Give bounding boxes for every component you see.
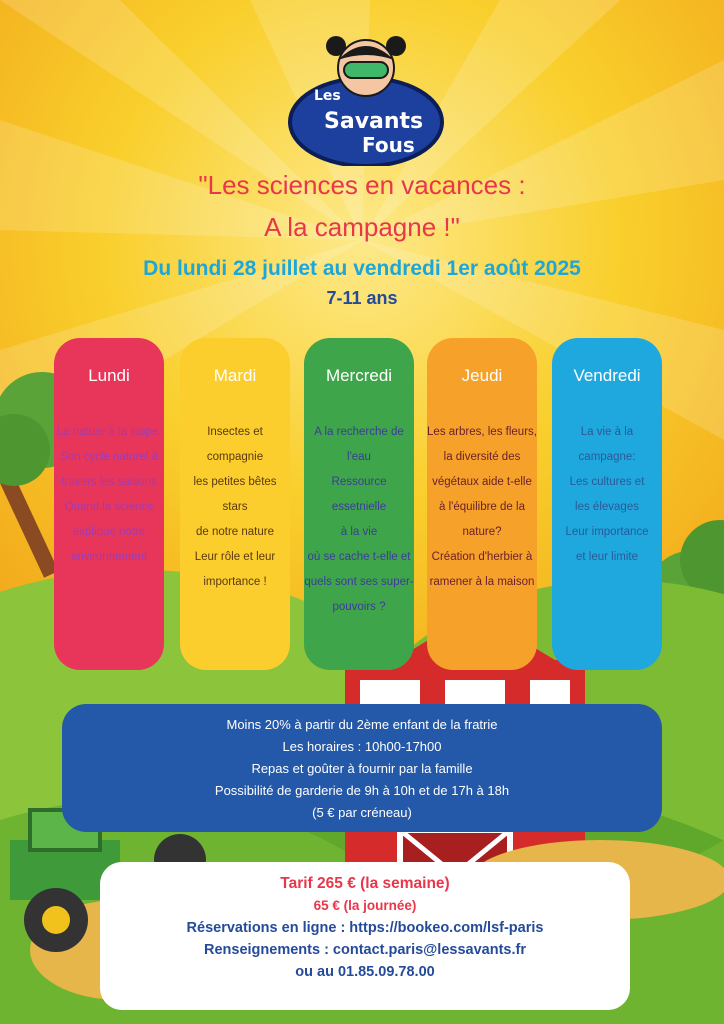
day-card-monday bbox=[54, 338, 164, 670]
day-line: Leur importance bbox=[565, 526, 649, 538]
sibling-discount: Moins 20% à partir du 2ème enfant de la fratrie bbox=[226, 717, 498, 732]
day-line: à l'équilibre de la bbox=[439, 501, 525, 513]
practical-info-box bbox=[62, 704, 662, 832]
day-line: de notre nature bbox=[195, 526, 274, 538]
day-line: végétaux aide t-elle bbox=[432, 476, 532, 488]
week-price: Tarif 265 € (la semaine) bbox=[280, 875, 450, 892]
day-line: Ressource essetnielle bbox=[331, 476, 387, 513]
contact-phone[interactable]: ou au 01.85.09.78.00 bbox=[295, 964, 435, 980]
title-line-1: "Les sciences en vacances : bbox=[198, 170, 526, 200]
day-line: pouvoirs ? bbox=[332, 601, 386, 613]
day-name: Mercredi bbox=[325, 366, 393, 385]
day-description bbox=[552, 420, 662, 570]
day-line: les petites bêtes stars bbox=[193, 476, 277, 513]
day-line: campagne: bbox=[578, 451, 636, 463]
day-line: Les arbres, les fleurs, bbox=[427, 426, 537, 438]
day-line: Les cultures et bbox=[569, 476, 645, 488]
logo-text-savants: Savants bbox=[324, 109, 424, 134]
pricing-box bbox=[100, 862, 630, 1010]
day-name: Vendredi bbox=[573, 366, 641, 385]
day-line: La nature à la loupe: bbox=[56, 426, 162, 438]
day-line: et leur limite bbox=[576, 551, 638, 563]
day-line: explique notre bbox=[72, 526, 146, 538]
logo-text-fous: Fous bbox=[362, 133, 415, 157]
day-line: A la recherche de bbox=[314, 426, 404, 438]
opening-hours: Les horaires : 10h00-17h00 bbox=[282, 739, 442, 754]
day-line: travers les saisons bbox=[61, 476, 157, 488]
day-name: Mardi bbox=[213, 366, 257, 385]
day-line: Création d'herbier à bbox=[431, 551, 533, 563]
day-line: compagnie bbox=[206, 451, 264, 463]
day-line: environnement bbox=[70, 551, 148, 563]
day-line: Son cycle naturel à bbox=[60, 451, 158, 463]
day-line: ramener à la maison bbox=[429, 576, 535, 588]
day-name: Lundi bbox=[88, 366, 130, 385]
day-line: La vie à la bbox=[580, 426, 634, 438]
day-line: Quand la science bbox=[64, 501, 154, 513]
logo-text-les: Les bbox=[314, 88, 341, 104]
title-line-2: A la campagne !" bbox=[264, 212, 460, 242]
childcare-note: Possibilité de garderie de 9h à 10h et de 17h à 18h bbox=[214, 783, 510, 798]
childcare-price: (5 € par créneau) bbox=[312, 805, 412, 820]
day-card-wednesday bbox=[304, 338, 414, 670]
day-line: l'eau bbox=[347, 451, 371, 463]
age-range: 7-11 ans bbox=[326, 288, 398, 308]
day-card-tuesday bbox=[180, 338, 290, 670]
day-price: 65 € (la journée) bbox=[313, 898, 417, 913]
booking-link[interactable]: Réservations en ligne : https://bookeo.com/lsf-paris bbox=[186, 920, 544, 936]
les-savants-fous-logo bbox=[282, 36, 447, 166]
day-line: où se cache t-elle et bbox=[307, 551, 411, 563]
logo-graphic bbox=[282, 36, 447, 166]
day-line: à la vie bbox=[340, 526, 378, 538]
day-line: la diversité des bbox=[443, 451, 521, 463]
contact-email[interactable]: Renseignements : contact.paris@lessavants.fr bbox=[204, 942, 526, 958]
day-line: nature? bbox=[462, 526, 502, 538]
day-description bbox=[180, 420, 290, 595]
meals-note: Repas et goûter à fournir par la famille bbox=[251, 761, 473, 776]
day-line: Leur rôle et leur bbox=[194, 551, 276, 563]
day-name: Jeudi bbox=[461, 366, 503, 385]
day-description bbox=[427, 420, 537, 595]
day-card-thursday bbox=[427, 338, 537, 670]
day-line: Insectes et bbox=[207, 426, 263, 438]
day-line: importance ! bbox=[203, 576, 267, 588]
date-range: Du lundi 28 juillet au vendredi 1er août 2025 bbox=[143, 257, 581, 280]
day-card-friday bbox=[552, 338, 662, 670]
day-description bbox=[54, 420, 164, 570]
day-description bbox=[304, 420, 414, 620]
day-line: les élevages bbox=[575, 501, 639, 513]
day-line: quels sont ses super- bbox=[304, 576, 414, 588]
